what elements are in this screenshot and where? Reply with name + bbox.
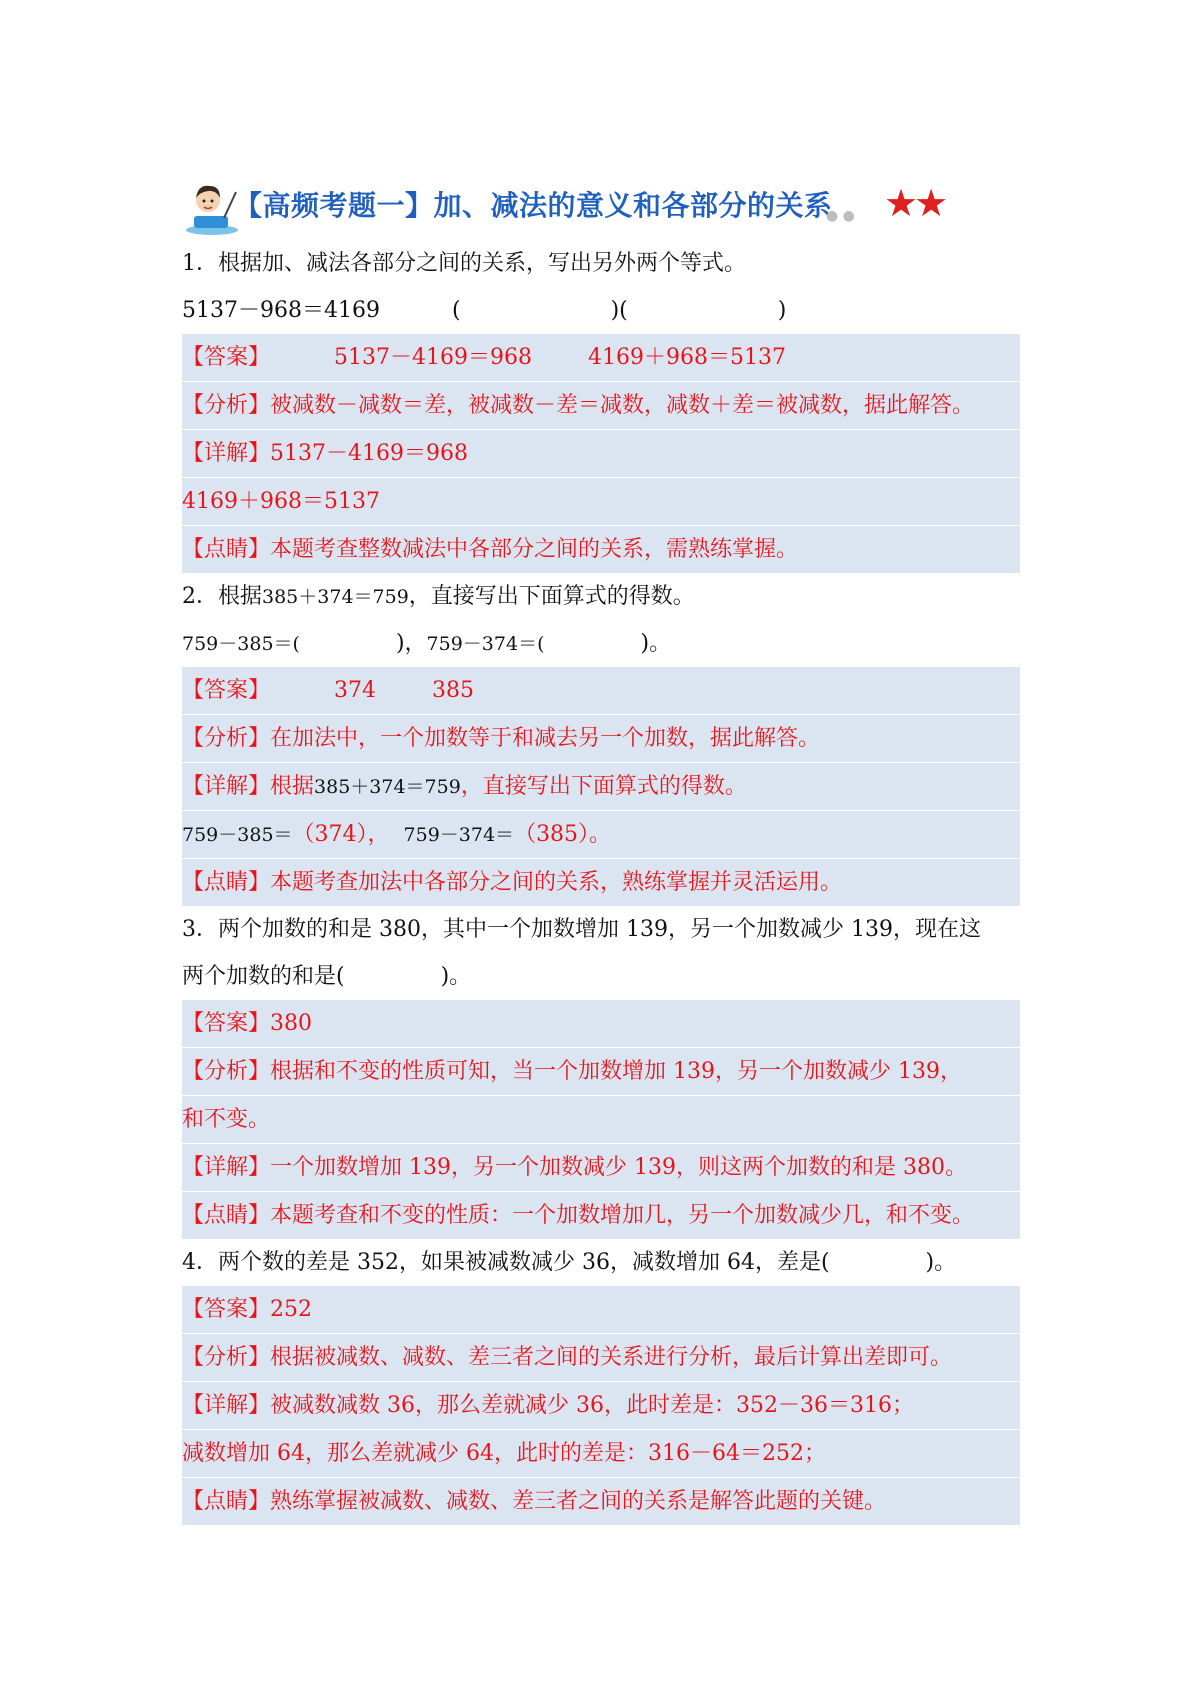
detail-equation: 385＋374＝759 <box>314 776 461 798</box>
blank-open: ( <box>451 298 461 323</box>
detail-tag: 【详解】 <box>182 1393 271 1418</box>
detail-prefix: 根据 <box>270 774 315 799</box>
blank-close: ) <box>777 298 787 323</box>
analysis-tag: 【分析】 <box>182 393 271 418</box>
detail-tag: 【详解】 <box>182 1155 271 1180</box>
section-header <box>184 178 1024 236</box>
answer-b: 4169＋968＝5137 <box>587 345 786 370</box>
question-1-given <box>182 287 1020 334</box>
analysis-text: 被减数－减数＝差，被减数－差＝减数，减数＋差＝被减数，据此解答。 <box>270 393 975 418</box>
detail-line <box>182 1381 1020 1429</box>
detail-expr-b-value: （385）。 <box>514 822 612 847</box>
stem-text: 两个加数的和是( <box>182 964 345 989</box>
detail-tag: 【详解】 <box>182 441 271 466</box>
expr-b-close: )。 <box>640 631 672 656</box>
decorative-dots: ● ● <box>826 208 855 224</box>
question-3-stem-2 <box>182 953 1020 1000</box>
question-1-stem: 1．根据加、减法各部分之间的关系，写出另外两个等式。 <box>182 251 746 276</box>
analysis-text: 根据被减数、减数、差三者之间的关系进行分析，最后计算出差即可。 <box>270 1345 953 1370</box>
answer-line <box>182 1286 1020 1333</box>
question-3-stem: 3．两个加数的和是 380，其中一个加数增加 139，另一个加数减少 139，现在这 <box>182 917 981 942</box>
teacher-icon <box>184 178 240 236</box>
question-4-solution <box>182 1286 1020 1525</box>
analysis-line <box>182 381 1020 429</box>
stem-prefix: 2．根据 <box>182 584 262 609</box>
analysis-line <box>182 1047 1020 1095</box>
answer-a: 5137－4169＝968 <box>334 345 532 370</box>
question-list <box>182 240 1020 1525</box>
difficulty-stars: ★★ <box>884 181 945 225</box>
detail-text: 一个加数增加 139，另一个加数减少 139，则这两个加数的和是 380。 <box>270 1155 967 1180</box>
answer-line <box>182 667 1020 714</box>
analysis-line-2: 和不变。 <box>182 1095 1020 1143</box>
answer-tag: 【答案】 <box>182 345 271 370</box>
detail-line <box>182 762 1020 810</box>
detail-expr-a-value: （374）， <box>292 822 390 847</box>
detail-suffix: ，直接写出下面算式的得数。 <box>460 774 747 799</box>
answer-tag: 【答案】 <box>182 1297 271 1322</box>
comment-line <box>182 1191 1020 1239</box>
question-2-solution <box>182 667 1020 906</box>
comment-line <box>182 1477 1020 1525</box>
comment-text: 本题考查和不变的性质：一个加数增加几，另一个加数减少几，和不变。 <box>270 1203 975 1228</box>
blank-close: )。 <box>440 964 472 989</box>
comment-line <box>182 858 1020 906</box>
given-equation: 5137－968＝4169 <box>182 298 380 323</box>
question-3-solution <box>182 1000 1020 1239</box>
analysis-line <box>182 714 1020 762</box>
expr-a: 759－385＝( <box>182 633 300 655</box>
stem-text: 4．两个数的差是 352，如果被减数减少 36，减数增加 64，差是( <box>182 1250 830 1275</box>
answer-value: 380 <box>270 1011 313 1036</box>
detail-line <box>182 429 1020 477</box>
detail-text: 被减数减数 36，那么差就减少 36，此时差是：352－36＝316； <box>270 1393 914 1418</box>
analysis-tag: 【分析】 <box>182 1059 271 1084</box>
detail-line <box>182 1143 1020 1191</box>
comment-text: 本题考查整数减法中各部分之间的关系，需熟练掌握。 <box>270 537 799 562</box>
question-2-expressions <box>182 620 1020 667</box>
comment-line <box>182 525 1020 573</box>
blank-mid: )( <box>610 298 628 323</box>
detail-expr-a: 759－385＝ <box>182 824 293 846</box>
analysis-text: 在加法中，一个加数等于和减去另一个加数，据此解答。 <box>270 726 821 751</box>
comment-text: 本题考查加法中各部分之间的关系，熟练掌握并灵活运用。 <box>270 870 843 895</box>
answer-b: 385 <box>432 678 475 703</box>
comment-tag: 【点睛】 <box>182 537 271 562</box>
detail-line-2 <box>182 810 1020 858</box>
comment-tag: 【点睛】 <box>182 870 271 895</box>
detail-tag: 【详解】 <box>182 774 271 799</box>
section-title: 【高频考题一】加、减法的意义和各部分的关系 <box>234 189 833 222</box>
answer-line <box>182 1000 1020 1047</box>
answer-line <box>182 334 1020 381</box>
detail-text: 5137－4169＝968 <box>270 441 468 466</box>
answer-value: 252 <box>270 1297 313 1322</box>
comment-tag: 【点睛】 <box>182 1203 271 1228</box>
analysis-line <box>182 1333 1020 1381</box>
expr-a-close: )， <box>395 631 427 656</box>
stem-equation: 385＋374＝759 <box>262 586 409 608</box>
answer-tag: 【答案】 <box>182 678 271 703</box>
analysis-tag: 【分析】 <box>182 726 271 751</box>
stem-suffix: ，直接写出下面算式的得数。 <box>408 584 695 609</box>
answer-tag: 【答案】 <box>182 1011 271 1036</box>
blank-close: )。 <box>925 1250 957 1275</box>
expr-b: 759－374＝( <box>426 633 545 655</box>
question-1-solution <box>182 334 1020 573</box>
detail-line-2: 减数增加 64，那么差就减少 64，此时的差是：316－64＝252； <box>182 1429 1020 1477</box>
answer-a: 374 <box>334 678 377 703</box>
comment-tag: 【点睛】 <box>182 1489 271 1514</box>
question-4-stem <box>182 1239 1020 1286</box>
detail-expr-b: 759－374＝ <box>403 824 515 846</box>
analysis-tag: 【分析】 <box>182 1345 271 1370</box>
comment-text: 熟练掌握被减数、减数、差三者之间的关系是解答此题的关键。 <box>270 1489 887 1514</box>
analysis-text: 根据和不变的性质可知，当一个加数增加 139，另一个加数减少 139， <box>270 1059 962 1084</box>
detail-line-2: 4169＋968＝5137 <box>182 477 1020 525</box>
question-2-stem <box>182 573 1020 620</box>
